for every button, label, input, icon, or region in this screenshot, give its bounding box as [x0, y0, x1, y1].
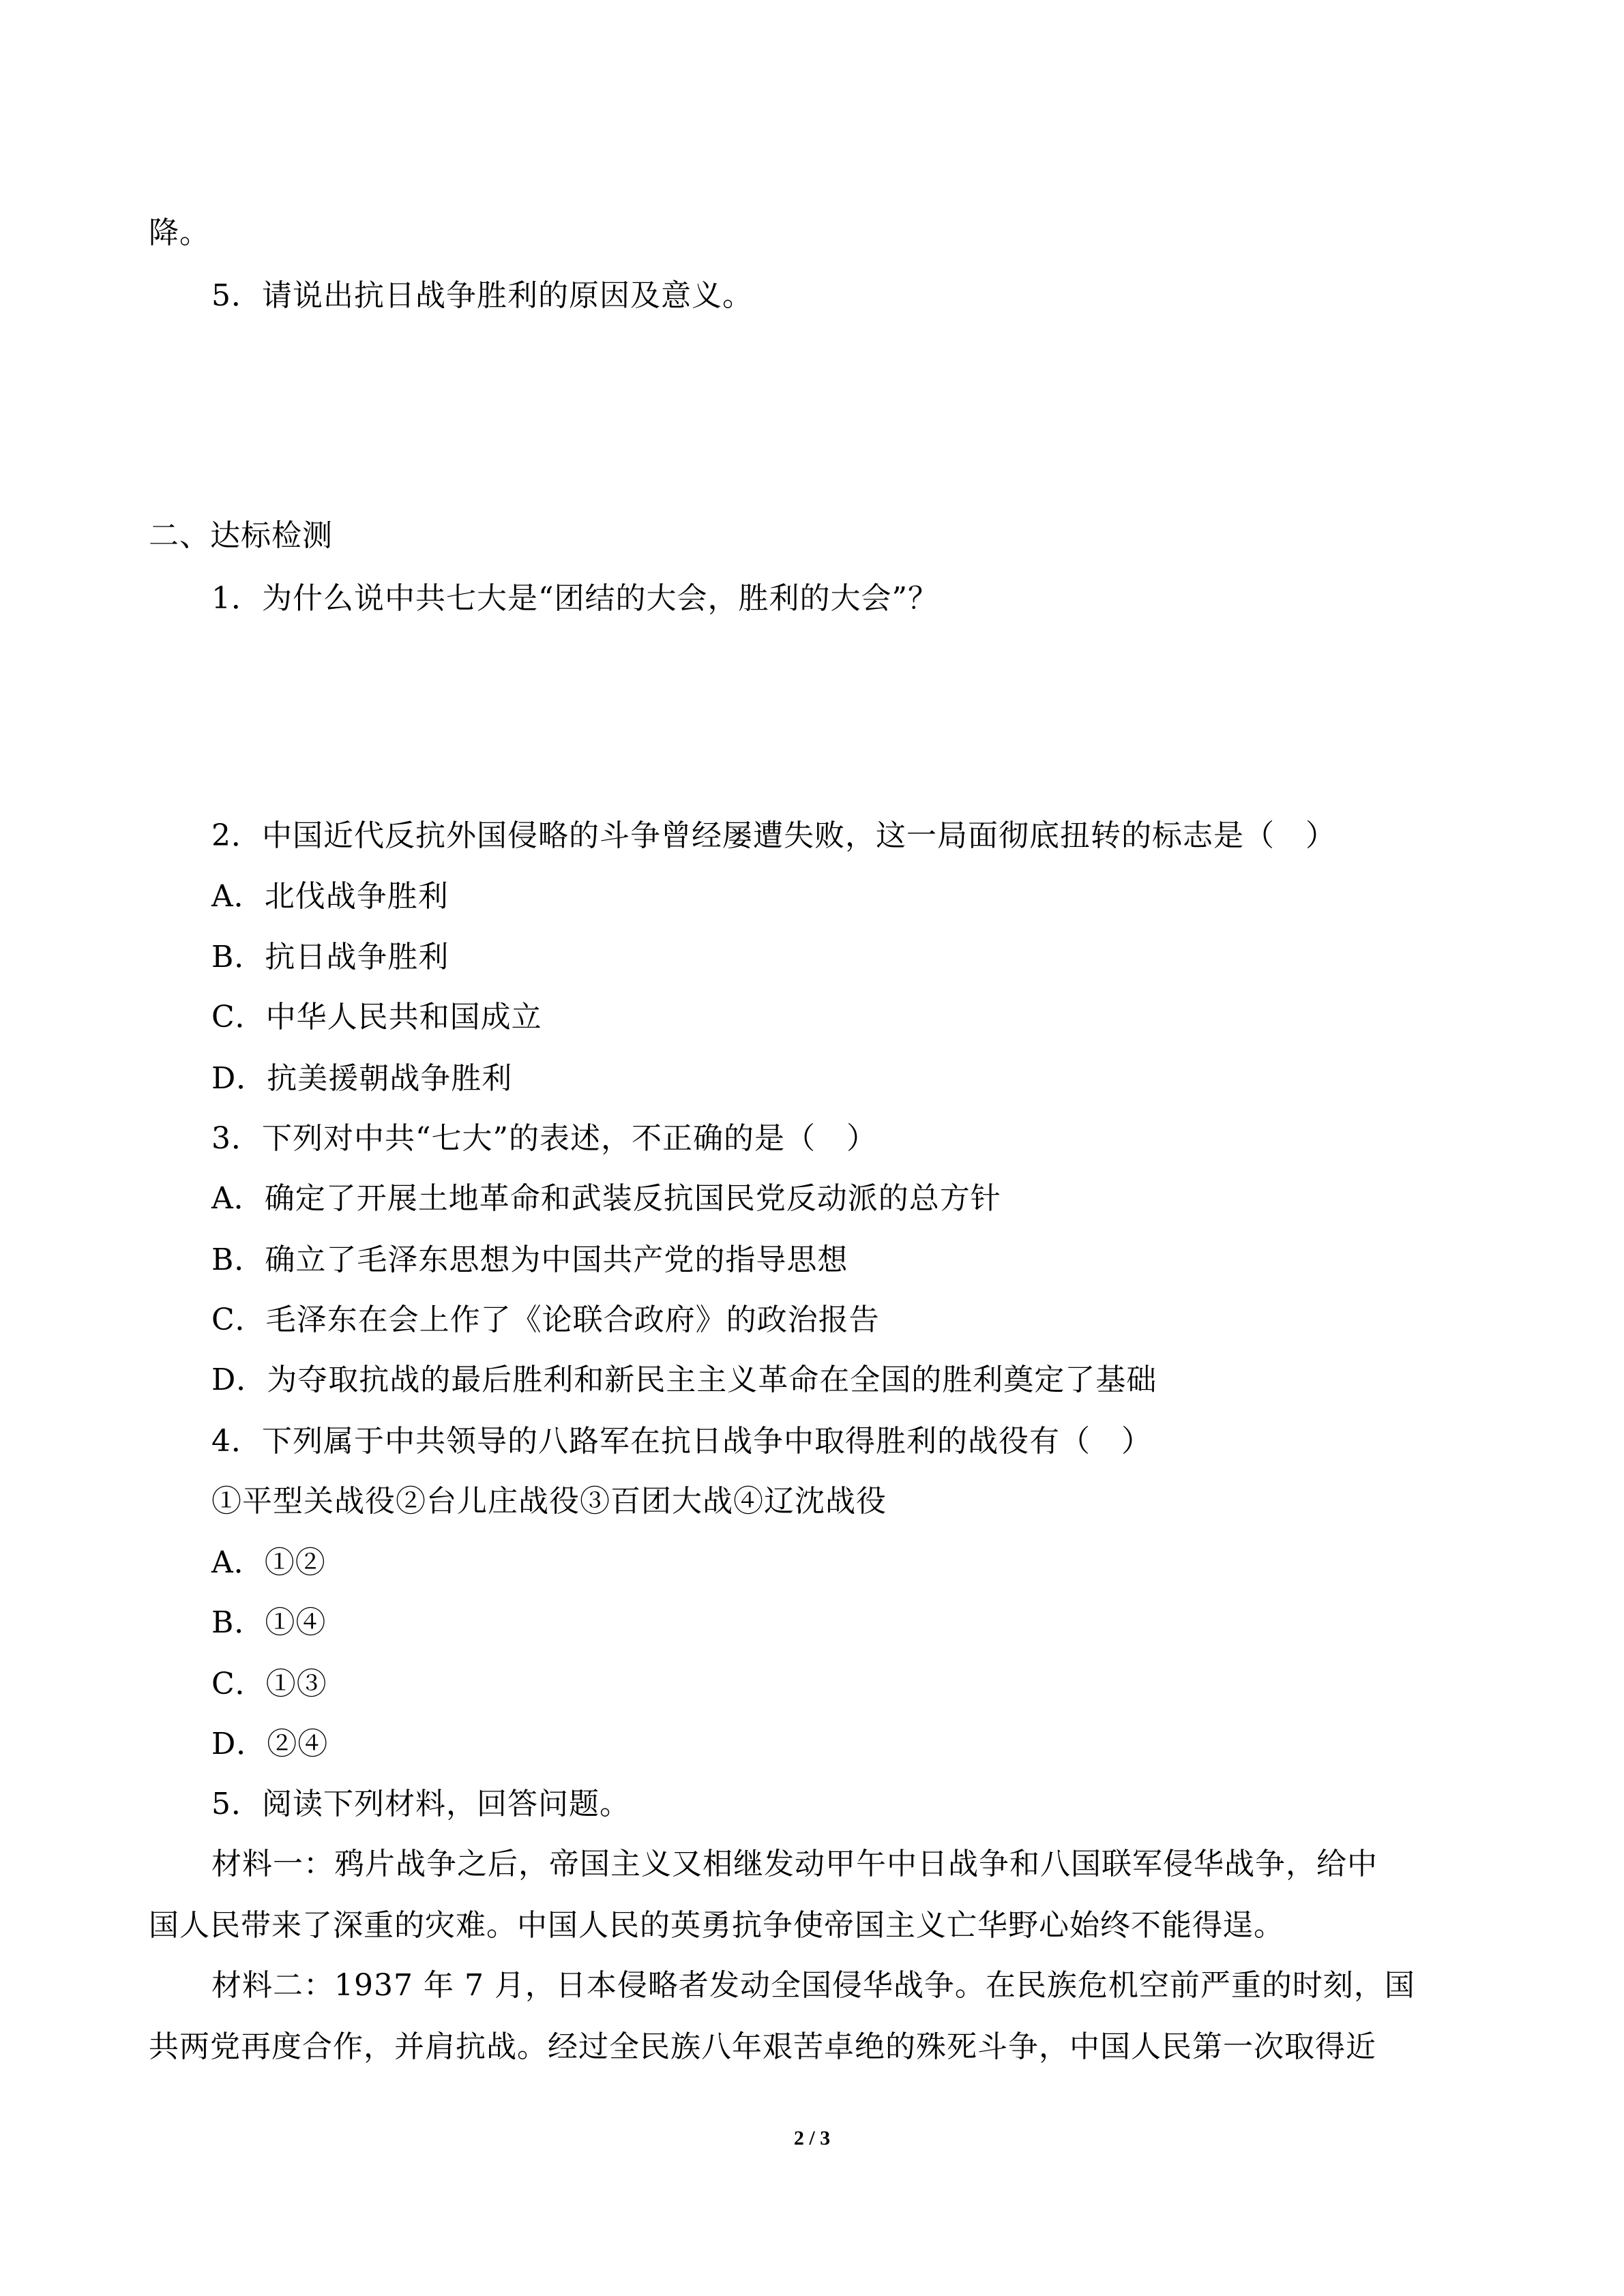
material-paragraph: 国人民带来了深重的灾难。中国人民的英勇抗争使帝国主义亡华野心始终不能得逞。: [149, 1908, 1284, 1943]
answer-option: D．②④: [211, 1727, 329, 1761]
material-paragraph: 共两党再度合作，并肩抗战。经过全民族八年艰苦卓绝的殊死斗争，中国人民第一次取得近: [149, 2029, 1376, 2064]
text-line: 降。: [149, 215, 210, 250]
answer-option: C．中华人民共和国成立: [211, 1000, 542, 1034]
material-paragraph: 材料二：1937 年 7 月，日本侵略者发动全国侵华战争。在民族危机空前严重的时刻，国: [211, 1968, 1415, 2003]
page-number: 2 / 3: [793, 2127, 831, 2149]
question-text: 1．为什么说中共七大是“团结的大会，胜利的大会”？: [211, 581, 939, 616]
question-stem-list: ①平型关战役②台儿庄战役③百团大战④辽沈战役: [211, 1484, 887, 1519]
question-text: 3．下列对中共“七大”的表述，不正确的是（ ）: [211, 1121, 877, 1156]
answer-option: A．北伐战争胜利: [211, 879, 449, 914]
answer-option: B．抗日战争胜利: [211, 940, 449, 974]
question-text: 5．请说出抗日战争胜利的原因及意义。: [211, 278, 753, 313]
answer-option: A．确定了开展土地革命和武装反抗国民党反动派的总方针: [211, 1181, 1001, 1216]
section-heading: 二、达标检测: [149, 518, 333, 553]
question-text: 5．阅读下列材料，回答问题。: [211, 1787, 630, 1821]
answer-option: B．确立了毛泽东思想为中国共产党的指导思想: [211, 1242, 848, 1277]
answer-option: D．抗美援朝战争胜利: [211, 1061, 513, 1096]
answer-option: C．①③: [211, 1667, 327, 1701]
answer-option: A．①②: [211, 1545, 326, 1580]
answer-option: D．为夺取抗战的最后胜利和新民主主义革命在全国的胜利奠定了基础: [211, 1362, 1157, 1397]
answer-option: B．①④: [211, 1605, 327, 1640]
material-paragraph: 材料一：鸦片战争之后，帝国主义又相继发动甲午中日战争和八国联军侵华战争，给中: [211, 1847, 1378, 1881]
answer-option: C．毛泽东在会上作了《论联合政府》的政治报告: [211, 1302, 880, 1337]
question-text: 2．中国近代反抗外国侵略的斗争曾经屡遭失败，这一局面彻底扭转的标志是（ ）: [211, 818, 1336, 853]
question-text: 4．下列属于中共领导的八路军在抗日战争中取得胜利的战役有（ ）: [211, 1424, 1152, 1459]
